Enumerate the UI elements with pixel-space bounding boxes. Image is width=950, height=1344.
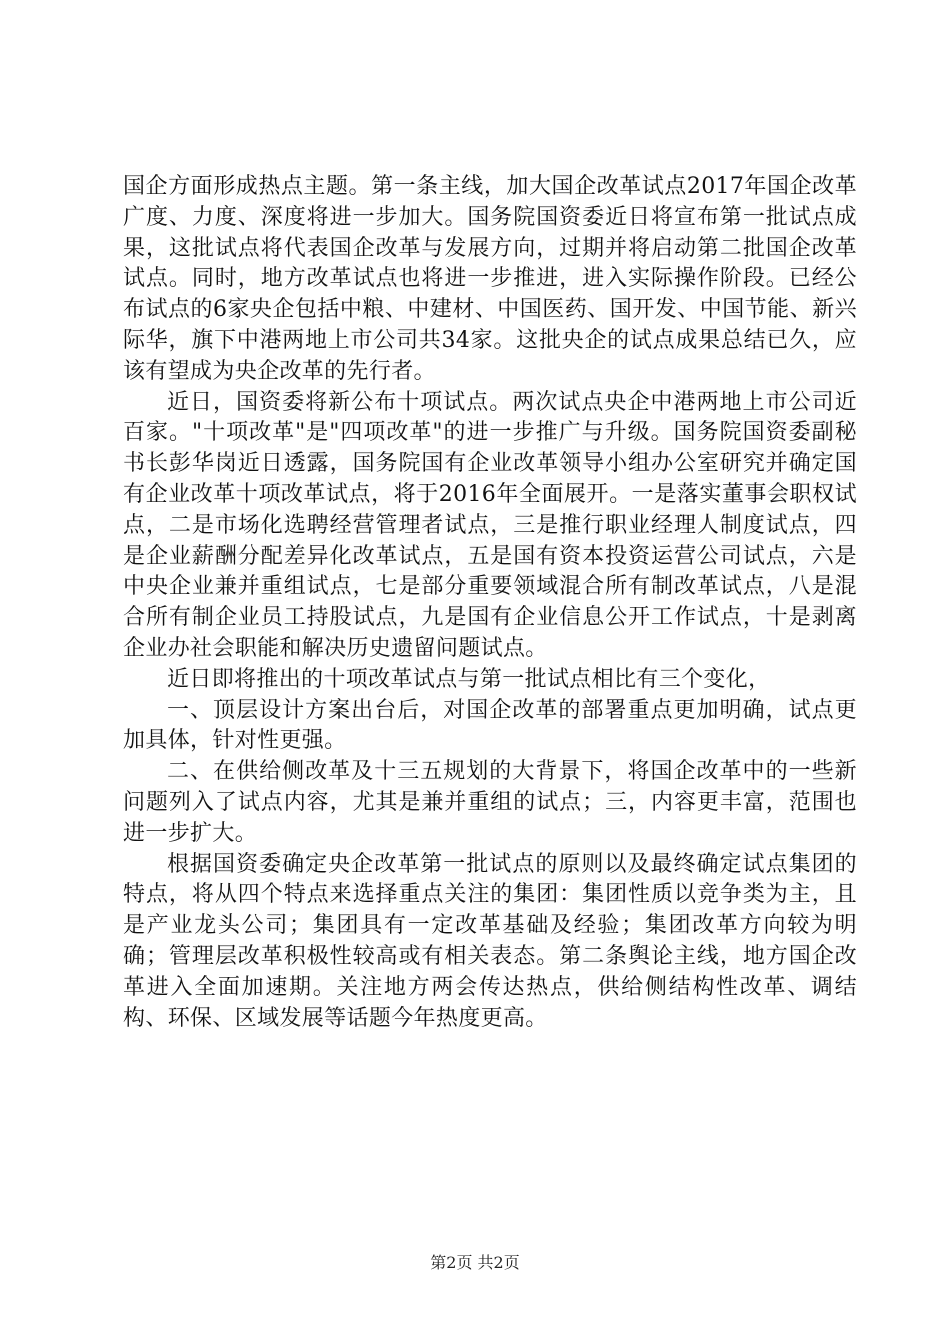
paragraph-three-changes: 近日即将推出的十项改革试点与第一批试点相比有三个变化， — [167, 666, 771, 692]
paragraph-change-one: 一、顶层设计方案出台后，对国企改革的部署重点更加明确，试点更加具体，针对性更强。 — [123, 697, 857, 754]
document-body — [123, 172, 857, 1034]
page-number-footer: 第2页 共2页 — [430, 1253, 520, 1272]
paragraph-change-two-three: 二、在供给侧改革及十三五规划的大背景下，将国企改革中的一些新问题列入了试点内容，尤其是兼并重组的试点；三，内容更丰富，范围也进一步扩大。 — [123, 759, 857, 846]
paragraph-ten-reforms: 近日，国资委将新公布十项试点。两次试点央企中港两地上市公司近百家。"十项改革"是"四项改革"的进一步推广与升级。国务院国资委副秘书长彭华岗近日透露，国务院国有企业改革领导小组办公室研究并确定国有企业改革十项改革试点，将于2016年全面展开。一是落实董事会职权试点，二是市场化选聘经营管理者试点，三是推行职业经理人制度试点，四是企业薪酬分配差异化改革试点，五是国有资本投资运营公司试点，六是中央企业兼并重组试点，七是部分重要领域混合所有制改革试点，八是混合所有制企业员工持股试点，九是国有企业信息公开工作试点，十是剥离企业办社会职能和解决历史遗留问题试点。 — [123, 389, 857, 661]
paragraph-selection-criteria: 根据国资委确定央企改革第一批试点的原则以及最终确定试点集团的特点，将从四个特点来选择重点关注的集团：集团性质以竞争类为主，且是产业龙头公司；集团具有一定改革基础及经验；集团改革方向较为明确；管理层改革积极性较高或有相关表态。第二条舆论主线，地方国企改革进入全面加速期。关注地方两会传达热点，供给侧结构性改革、调结构、环保、区域发展等话题今年热度更高。 — [123, 851, 857, 1031]
paragraph-continuation: 国企方面形成热点主题。第一条主线，加大国企改革试点2017年国企改革广度、力度、深度将进一步加大。国务院国资委近日将宣布第一批试点成果，这批试点将代表国企改革与发展方向，过期并将启动第二批国企改革试点。同时，地方改革试点也将进一步推进，进入实际操作阶段。已经公布试点的6家央企包括中粮、中建材、中国医药、国开发、中国节能、新兴际华，旗下中港两地上市公司共34家。这批央企的试点成果总结已久，应该有望成为央企改革的先行者。 — [123, 174, 857, 384]
